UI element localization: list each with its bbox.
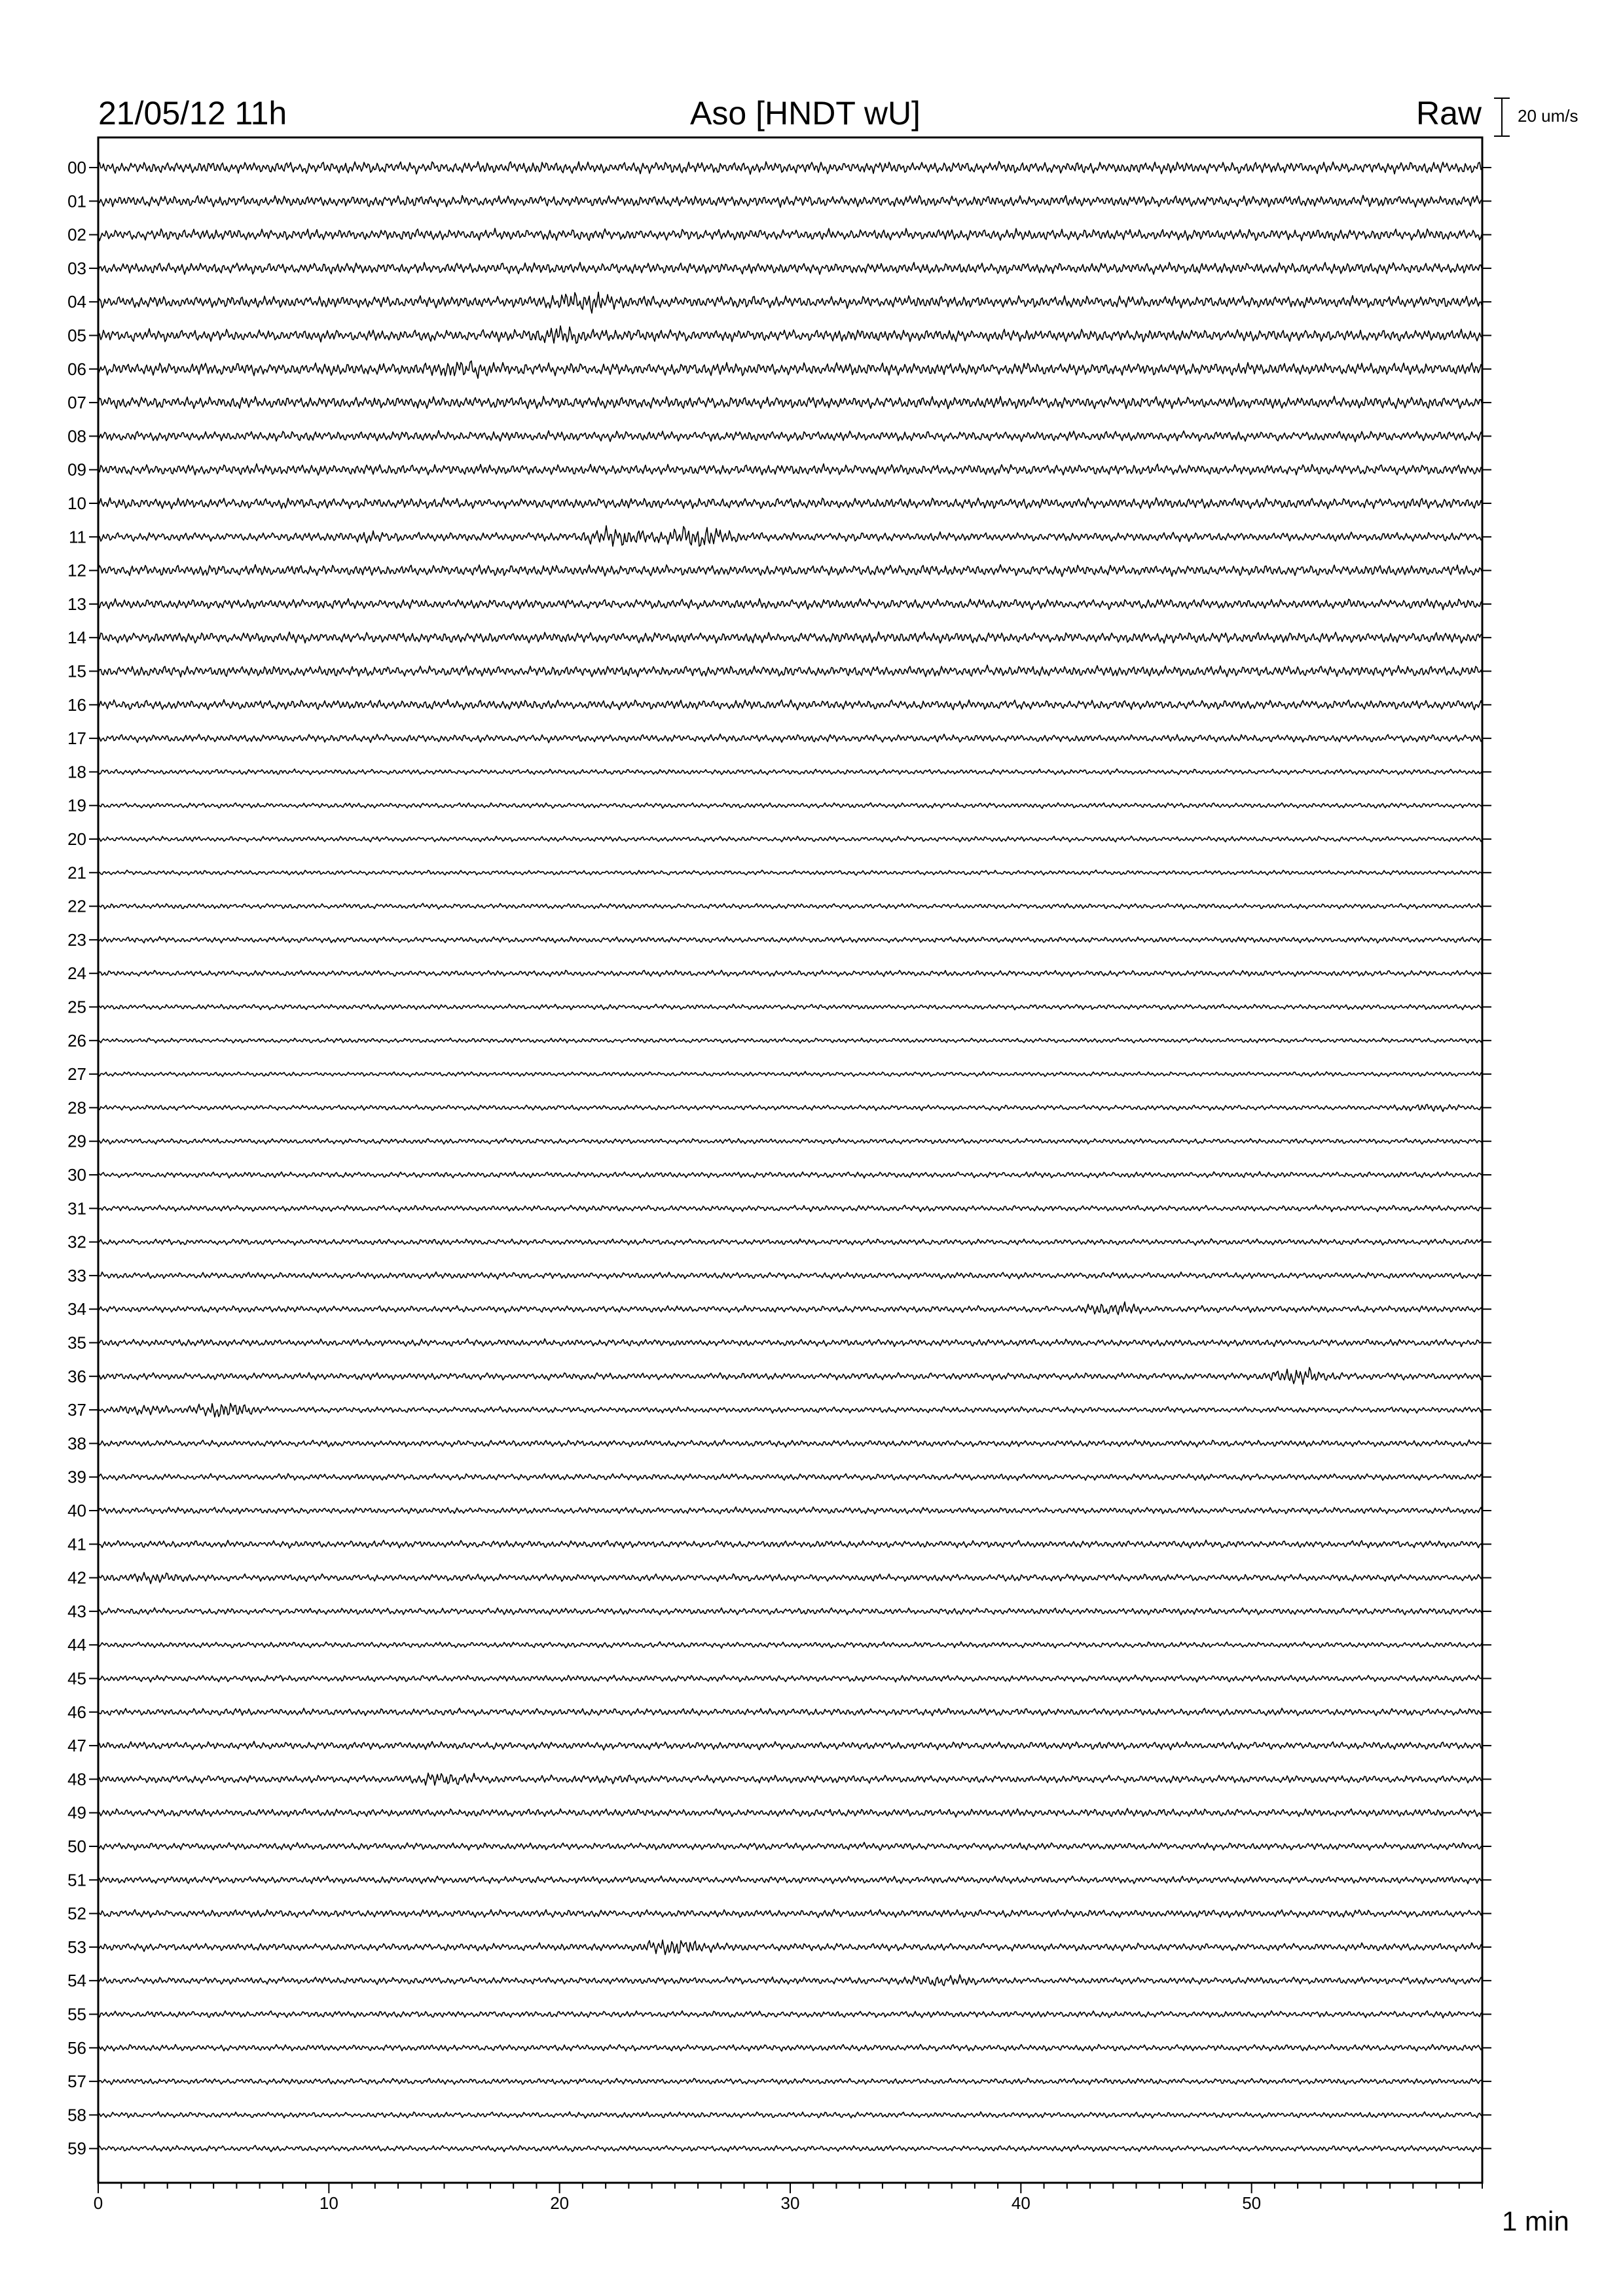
trace-24 [98,970,1482,977]
trace-23 [98,937,1482,943]
trace-label-45: 45 [67,1668,86,1689]
x-tick-label: 30 [780,2193,800,2213]
trace-label-28: 28 [67,1098,86,1118]
trace-label-26: 26 [67,1030,86,1050]
trace-label-27: 27 [67,1064,86,1085]
trace-label-25: 25 [67,997,86,1017]
trace-07 [98,397,1482,409]
trace-34 [98,1302,1482,1315]
trace-label-13: 13 [67,594,86,614]
trace-label-18: 18 [67,762,86,782]
x-tick-label: 20 [550,2193,570,2213]
trace-31 [98,1205,1482,1211]
trace-22 [98,903,1482,909]
trace-06 [98,361,1482,378]
trace-08 [98,431,1482,442]
amplitude-scale-bar [1494,98,1510,136]
trace-label-06: 06 [67,359,86,379]
trace-label-33: 33 [67,1265,86,1285]
trace-label-19: 19 [67,795,86,816]
trace-29 [98,1138,1482,1144]
trace-46 [98,1708,1482,1716]
trace-39 [98,1473,1482,1480]
trace-label-20: 20 [67,829,86,849]
trace-label-08: 08 [67,426,86,446]
trace-label-03: 03 [67,258,86,278]
trace-45 [98,1675,1482,1682]
trace-label-57: 57 [67,2072,86,2092]
trace-label-29: 29 [67,1131,86,1151]
x-tick-label: 50 [1242,2193,1262,2213]
x-tick-label: 10 [319,2193,338,2213]
trace-label-58: 58 [67,2105,86,2125]
trace-label-34: 34 [67,1299,86,1319]
trace-label-56: 56 [67,2037,86,2058]
trace-26 [98,1038,1482,1043]
trace-label-51: 51 [67,1870,86,1890]
trace-label-48: 48 [67,1769,86,1789]
trace-label-38: 38 [67,1433,86,1454]
trace-label-14: 14 [67,628,86,648]
trace-label-47: 47 [67,1736,86,1756]
trace-label-59: 59 [67,2138,86,2159]
trace-label-53: 53 [67,1937,86,1957]
trace-54 [98,1975,1482,1986]
trace-00 [98,162,1482,175]
trace-16 [98,700,1482,710]
trace-02 [98,228,1482,241]
trace-label-07: 07 [67,393,86,413]
trace-label-40: 40 [67,1501,86,1520]
trace-40 [98,1507,1482,1514]
trace-label-09: 09 [67,459,86,480]
trace-49 [98,1808,1482,1817]
trace-label-12: 12 [67,560,86,581]
trace-48 [98,1773,1482,1785]
trace-label-32: 32 [67,1232,86,1252]
trace-label-15: 15 [67,661,86,681]
amplitude-scale-label: 20 um/s [1518,106,1578,126]
trace-label-16: 16 [67,694,86,715]
trace-04 [98,292,1482,313]
trace-57 [98,2078,1482,2085]
trace-43 [98,1608,1482,1615]
trace-11 [98,526,1482,546]
trace-label-11: 11 [69,527,86,547]
trace-55 [98,2011,1482,2018]
trace-51 [98,1876,1482,1884]
trace-group [98,162,1482,2152]
trace-label-23: 23 [67,929,86,950]
trace-28 [98,1104,1482,1111]
date-hour-label: 21/05/12 11h [98,95,287,132]
trace-56 [98,2045,1482,2051]
mode-label: Raw [1415,95,1482,132]
trace-32 [98,1239,1482,1246]
trace-label-36: 36 [67,1366,86,1386]
trace-01 [98,195,1482,207]
trace-label-05: 05 [67,325,86,346]
trace-label-00: 00 [67,158,86,177]
trace-label-39: 39 [67,1467,86,1487]
trace-label-31: 31 [67,1198,86,1219]
trace-10 [98,497,1482,509]
trace-21 [98,870,1482,875]
trace-27 [98,1071,1482,1077]
trace-label-01: 01 [67,191,86,211]
trace-label-50: 50 [67,1837,86,1856]
trace-52 [98,1909,1482,1917]
trace-50 [98,1842,1482,1850]
trace-36 [98,1367,1482,1384]
trace-42 [98,1573,1482,1584]
trace-label-02: 02 [67,224,86,245]
trace-13 [98,599,1482,610]
trace-label-22: 22 [67,896,86,916]
trace-19 [98,803,1482,809]
trace-05 [98,326,1482,344]
time-unit-label: 1 min [1502,2206,1569,2236]
trace-label-43: 43 [67,1601,86,1621]
trace-35 [98,1339,1482,1347]
trace-label-24: 24 [67,963,86,984]
trace-37 [98,1403,1482,1417]
trace-44 [98,1641,1482,1648]
trace-41 [98,1540,1482,1548]
trace-label-37: 37 [67,1400,86,1420]
trace-label-21: 21 [67,863,86,883]
trace-59 [98,2145,1482,2152]
trace-label-04: 04 [67,292,86,312]
trace-03 [98,262,1482,274]
trace-label-30: 30 [67,1165,86,1185]
trace-label-group [67,158,1491,2159]
trace-09 [98,464,1482,475]
trace-25 [98,1004,1482,1010]
trace-label-46: 46 [67,1702,86,1722]
trace-label-54: 54 [67,1971,86,1991]
plot-frame [98,137,1482,2183]
station-title: Aso [HNDT wU] [690,95,921,132]
trace-15 [98,665,1482,677]
trace-label-52: 52 [67,1903,86,1924]
trace-label-41: 41 [67,1534,86,1554]
trace-14 [98,632,1482,643]
trace-53 [98,1940,1482,1954]
trace-label-49: 49 [67,1803,86,1823]
x-axis [94,2183,1482,2213]
x-tick-label: 40 [1011,2193,1030,2213]
x-tick-label: 0 [93,2193,103,2213]
trace-58 [98,2112,1482,2119]
trace-20 [98,836,1482,842]
trace-33 [98,1272,1482,1279]
trace-47 [98,1742,1482,1750]
trace-label-42: 42 [67,1568,86,1588]
trace-label-35: 35 [67,1333,86,1353]
trace-label-55: 55 [67,2004,86,2024]
trace-label-17: 17 [67,728,86,749]
trace-label-44: 44 [67,1635,86,1655]
trace-label-10: 10 [67,493,86,513]
trace-18 [98,769,1482,775]
trace-17 [98,734,1482,743]
trace-30 [98,1172,1482,1178]
trace-12 [98,565,1482,577]
trace-38 [98,1440,1482,1447]
